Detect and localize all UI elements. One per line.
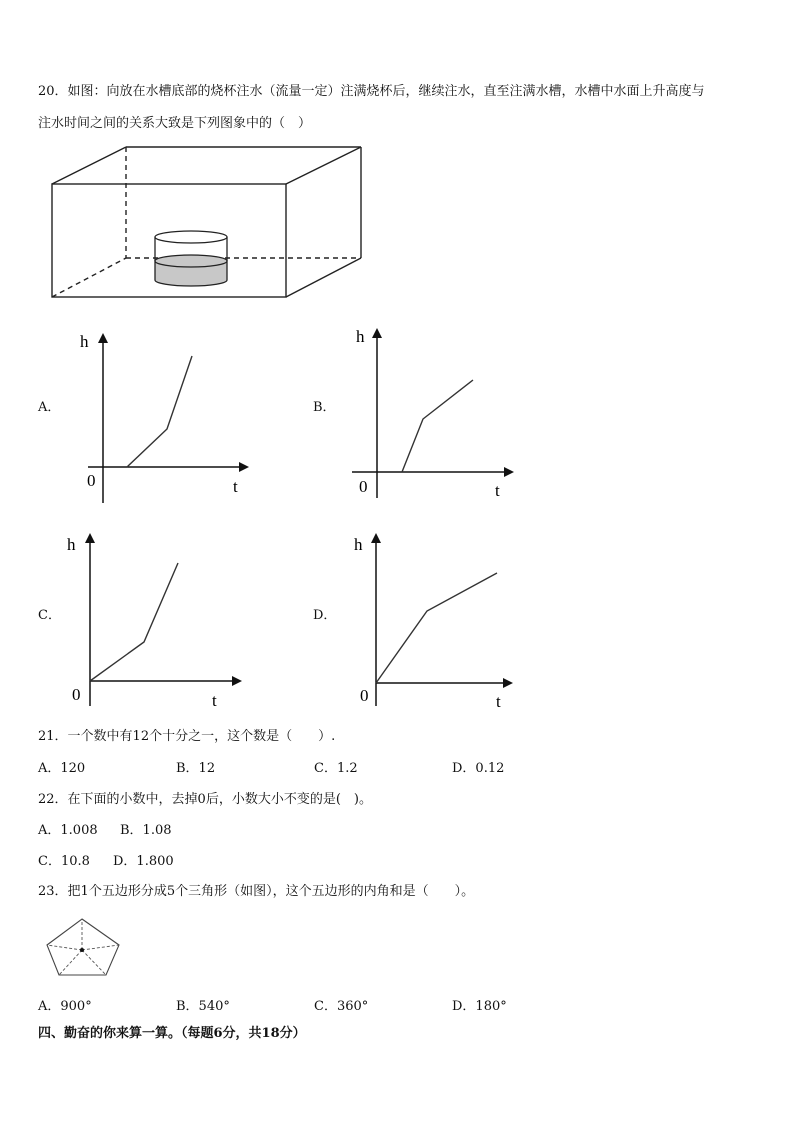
q20-stem-line2: 注水时间之间的关系大致是下列图象中的（ ） — [38, 116, 312, 131]
q22-option-a[interactable]: A．1.008 — [38, 823, 98, 838]
graph-c-origin: 0 — [72, 685, 81, 704]
option-b-label[interactable]: B． — [313, 400, 336, 415]
option-a-label[interactable]: A． — [38, 400, 61, 415]
graph-d-h: h — [354, 535, 363, 554]
graph-c — [62, 530, 262, 720]
q23-stem: 23．把1个五边形分成5个三角形（如图），这个五边形的内角和是（ ）。 — [38, 884, 475, 899]
option-d-label[interactable]: D． — [313, 608, 337, 623]
graph-d — [345, 530, 545, 720]
graph-d-t: t — [496, 692, 501, 711]
graph-a — [70, 325, 270, 515]
beaker — [155, 231, 227, 286]
graph-d-line — [376, 573, 497, 683]
pentagon-figure — [40, 915, 140, 985]
q23-option-a[interactable]: A．900° — [38, 999, 92, 1014]
graph-b-origin: 0 — [359, 477, 368, 496]
q22-stem: 22．在下面的小数中，去掉0后，小数大小不变的是( )。 — [38, 792, 372, 807]
q23-option-b[interactable]: B．540° — [176, 999, 230, 1014]
graph-b-line — [402, 380, 473, 472]
q22-option-b[interactable]: B．1.08 — [120, 823, 172, 838]
graph-b-h: h — [356, 327, 365, 346]
q21-stem: 21．一个数中有12个十分之一，这个数是（ ）. — [38, 729, 336, 744]
water-tank-figure — [0, 0, 794, 310]
option-c-label[interactable]: C． — [38, 608, 61, 623]
q22-option-c[interactable]: C．10.8 — [38, 854, 90, 869]
graph-a-h: h — [80, 332, 89, 351]
q20-stem-line1: 20．如图：向放在水槽底部的烧杯注水（流量一定）注满烧杯后，继续注水，直至注满水槽，水槽中水面上升高度与 — [38, 84, 705, 99]
q21-option-d[interactable]: D．0.12 — [452, 761, 505, 776]
q23-option-c[interactable]: C．360° — [314, 999, 369, 1014]
q22-option-d[interactable]: D．1.800 — [113, 854, 174, 869]
graph-c-line — [90, 563, 178, 681]
q21-option-a[interactable]: A．120 — [38, 761, 86, 776]
q21-option-c[interactable]: C．1.2 — [314, 761, 358, 776]
section-4-heading: 四、勤奋的你来算一算。（每题6分，共18分） — [38, 1026, 306, 1041]
q23-option-d[interactable]: D．180° — [452, 999, 507, 1014]
graph-b — [345, 320, 545, 510]
graph-a-t: t — [233, 477, 238, 496]
graph-b-t: t — [495, 481, 500, 500]
graph-a-origin: 0 — [87, 471, 96, 490]
q21-option-b[interactable]: B．12 — [176, 761, 216, 776]
graph-d-origin: 0 — [360, 686, 369, 705]
graph-a-line — [127, 356, 192, 467]
graph-c-t: t — [212, 691, 217, 710]
graph-c-h: h — [67, 535, 76, 554]
